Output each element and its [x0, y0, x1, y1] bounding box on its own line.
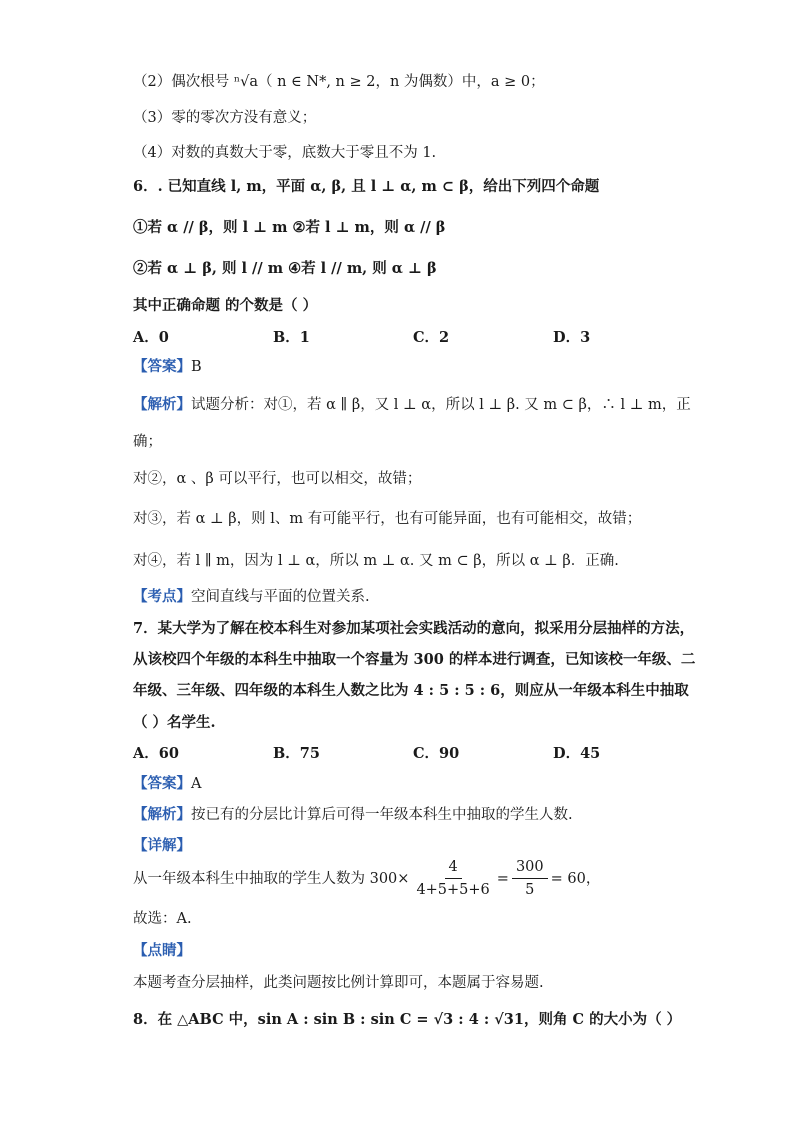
- q6-analysis-line-1: [133, 395, 691, 415]
- q7-option-b: B．75: [273, 745, 320, 762]
- q6-propositions-2: ②若 α ⊥ β, 则 l // m ④若 l // m, 则 α ⊥ β: [133, 260, 437, 277]
- calc-suffix: = 60，: [550, 870, 601, 887]
- kaodian-tag: 【考点】: [133, 588, 191, 605]
- q6-analysis-line-3: 对②，α 、β 可以平行，也可以相交，故错；: [133, 471, 422, 487]
- rule-3: （3）零的零次方没有意义；: [133, 110, 317, 126]
- q7-answer: [133, 774, 201, 794]
- answer-value: B: [191, 359, 202, 375]
- fraction-numerator: 4: [445, 858, 462, 879]
- answer-tag: 【答案】: [133, 775, 191, 792]
- q7-calculation: [133, 858, 600, 899]
- q6-answer: [133, 357, 202, 377]
- q6-kaodian: [133, 587, 370, 607]
- q7-analysis: [133, 805, 573, 825]
- q7-option-d: D．45: [553, 745, 601, 762]
- rule-2: （2）偶次根号 ⁿ√a（ n ∈ N*, n ≥ 2，n 为偶数）中，a ≥ 0；: [133, 74, 545, 90]
- kaodian-text: 空间直线与平面的位置关系.: [191, 589, 370, 605]
- q7-stem-1: 7．某大学为了解在校本科生对参加某项社会实践活动的意向，拟采用分层抽样的方法，: [133, 620, 695, 637]
- q7-option-c: C．90: [413, 745, 460, 762]
- analysis-text: 试题分析：对①，若 α ∥ β，又 l ⊥ α，所以 l ⊥ β. 又 m ⊂ β，∴ l ⊥ m，正: [191, 397, 691, 413]
- answer-value: A: [191, 776, 202, 792]
- q7-stem-4: （ ）名学生.: [133, 714, 216, 731]
- fraction-denominator: 5: [525, 882, 535, 898]
- q6-propositions-1: ①若 α // β，则 l ⊥ m ②若 l ⊥ m，则 α // β: [133, 219, 446, 236]
- q6-question: 其中正确命题 的个数是（ ）: [133, 297, 318, 314]
- analysis-tag: 【解析】: [133, 806, 191, 823]
- q7-tip: 本题考查分层抽样，此类问题按比例计算即可，本题属于容易题.: [133, 975, 544, 991]
- q6-stem: 6．. 已知直线 l, m，平面 α, β, 且 l ⊥ α, m ⊂ β，给出下列四个命题: [133, 178, 600, 195]
- fraction-300-over-5: [512, 858, 548, 899]
- fraction-denominator: 4+5+5+6: [416, 882, 490, 898]
- q6-option-d: D．3: [553, 329, 591, 346]
- calc-prefix: 从一年级本科生中抽取的学生人数为 300×: [133, 870, 410, 887]
- q6-option-b: B．1: [273, 329, 310, 346]
- q8-stem: 8．在 △ABC 中，sin A : sin B : sin C = √3 : 4 : √31，则角 C 的大小为（ ）: [133, 1011, 682, 1028]
- q6-options: [133, 328, 693, 348]
- fraction-numerator: 300: [512, 858, 548, 879]
- answer-tag: 【答案】: [133, 358, 191, 375]
- q6-option-c: C．2: [413, 329, 450, 346]
- equals-sign: =: [496, 870, 509, 887]
- analysis-text: 按已有的分层比计算后可得一年级本科生中抽取的学生人数.: [191, 807, 573, 823]
- rule-4: （4）对数的真数大于零，底数大于零且不为 1.: [133, 145, 437, 161]
- q7-option-a: A．60: [133, 745, 179, 762]
- q6-option-a: A．0: [133, 329, 169, 346]
- analysis-tag: 【解析】: [133, 396, 191, 413]
- q7-stem-2: 从该校四个年级的本科生中抽取一个容量为 300 的样本进行调查，已知该校一年级、二: [133, 651, 696, 668]
- q7-tip-tag: 【点睛】: [133, 942, 191, 959]
- q7-stem-3: 年级、三年级、四年级的本科生人数之比为 4 : 5 : 5 : 6，则应从一年级本科生中抽取: [133, 682, 689, 699]
- q6-analysis-line-2: 确；: [133, 434, 162, 450]
- q7-choose: 故选：A.: [133, 911, 192, 927]
- q7-detail-tag: 【详解】: [133, 837, 191, 854]
- q7-options: [133, 744, 693, 764]
- q6-analysis-line-4: 对③，若 α ⊥ β，则 l、m 有可能平行，也有可能异面，也有可能相交，故错；: [133, 511, 642, 527]
- q6-analysis-line-5: 对④，若 l ∥ m，因为 l ⊥ α，所以 m ⊥ α. 又 m ⊂ β，所以 α ⊥ β．正确.: [133, 553, 619, 569]
- fraction-4-over-sum: [412, 858, 493, 899]
